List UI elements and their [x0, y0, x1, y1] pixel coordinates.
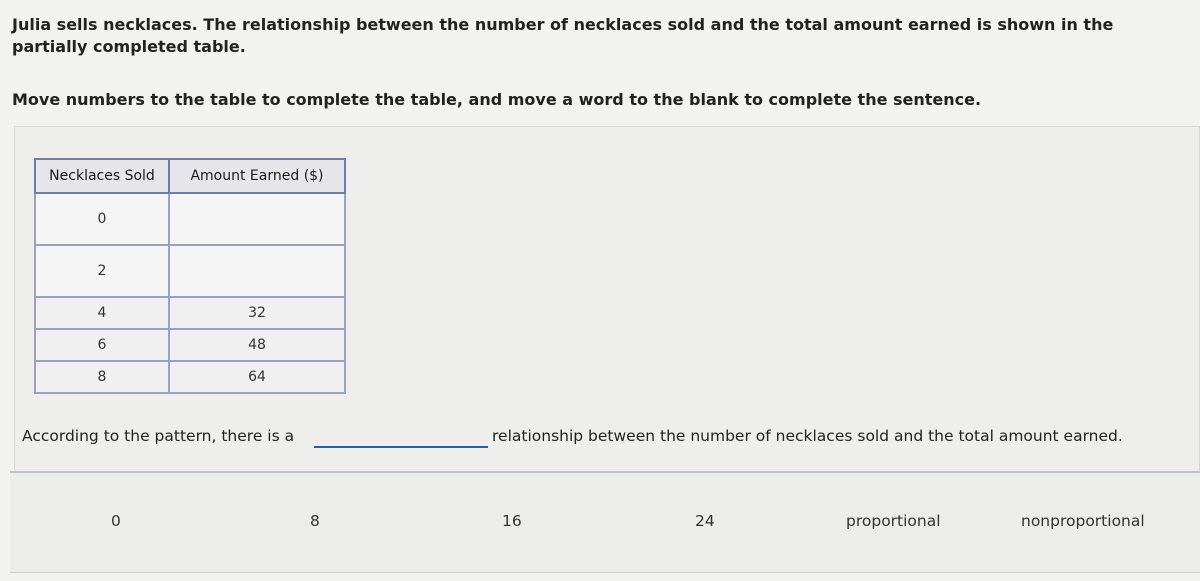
table-row	[35, 193, 345, 245]
table-row	[35, 361, 345, 393]
sentence-blank-drop-target[interactable]	[314, 446, 488, 448]
drag-token-proportional[interactable]: proportional	[846, 512, 941, 530]
table-row	[35, 329, 345, 361]
necklaces-sold-cell: 0	[35, 193, 169, 245]
tray-bottom-border	[10, 572, 1200, 573]
necklaces-sold-cell: 2	[35, 245, 169, 297]
drag-token-8[interactable]: 8	[310, 512, 320, 530]
table-row	[35, 245, 345, 297]
sentence-end: relationship between the number of necklaces sold and the total amount earned.	[492, 427, 1123, 445]
necklaces-sold-cell: 6	[35, 329, 169, 361]
drag-token-16[interactable]: 16	[502, 512, 522, 530]
completion-sentence	[22, 427, 1192, 451]
header-amount-earned: Amount Earned ($)	[169, 159, 345, 193]
amount-earned-cell: 64	[169, 361, 345, 393]
sentence-start: According to the pattern, there is a	[22, 427, 295, 445]
drag-token-24[interactable]: 24	[695, 512, 715, 530]
necklace-table	[34, 158, 346, 394]
table-header-row	[35, 159, 345, 193]
question-instruction: Move numbers to the table to complete the table, and move a word to the blank to complete the sentence.	[12, 90, 982, 109]
amount-drop-target[interactable]	[169, 193, 345, 245]
drag-token-0[interactable]: 0	[111, 512, 121, 530]
necklaces-sold-cell: 4	[35, 297, 169, 329]
amount-earned-cell: 48	[169, 329, 345, 361]
header-necklaces-sold: Necklaces Sold	[35, 159, 169, 193]
question-prompt: Julia sells necklaces. The relationship between the number of necklaces sold and the total amount earned is shown in the partially completed table.	[12, 15, 1114, 56]
necklaces-sold-cell: 8	[35, 361, 169, 393]
drag-token-nonproportional[interactable]: nonproportional	[1021, 512, 1145, 530]
table-row	[35, 297, 345, 329]
amount-drop-target[interactable]	[169, 245, 345, 297]
amount-earned-cell: 32	[169, 297, 345, 329]
